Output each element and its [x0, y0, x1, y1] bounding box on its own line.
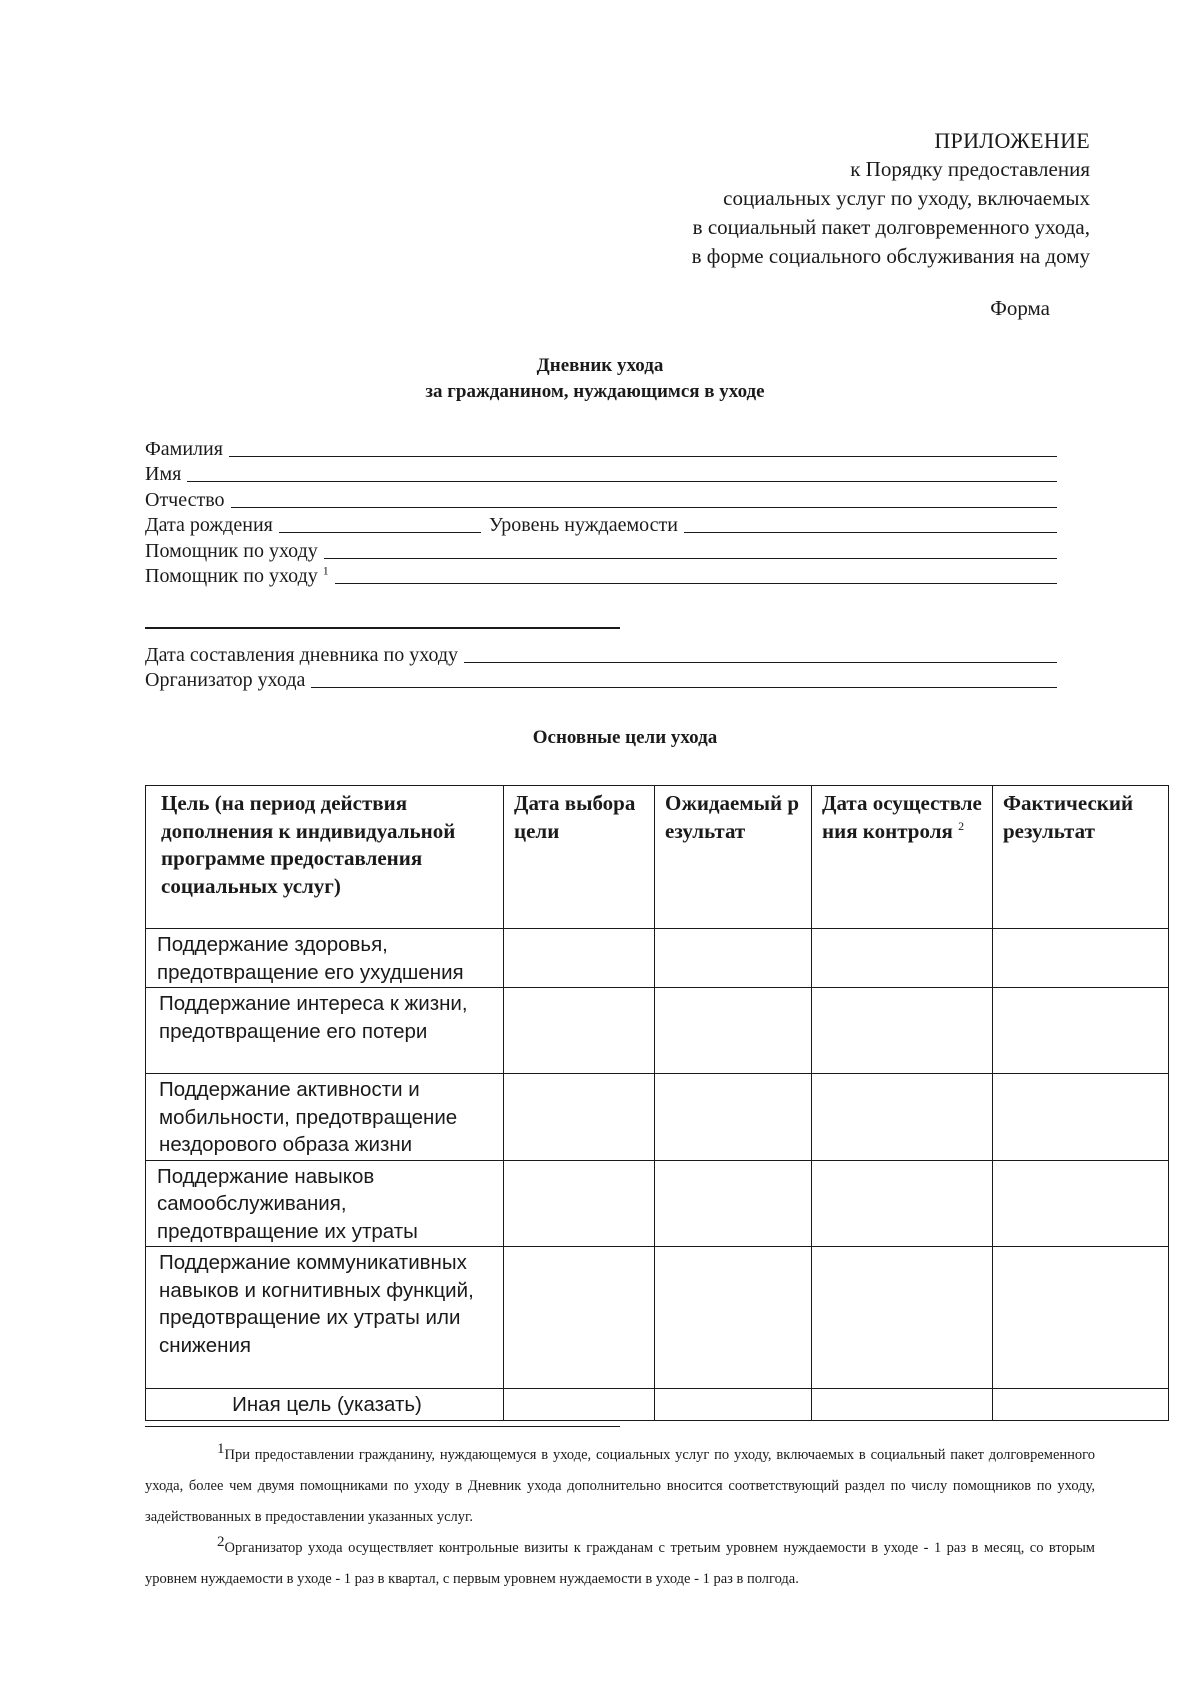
goals-table: [145, 785, 1169, 1421]
goal-cell: Поддержание активности и мобильности, предотвращение нездорового образа жизни: [146, 1074, 504, 1161]
selection-date-cell[interactable]: [504, 1389, 655, 1421]
table-row: [146, 1074, 1169, 1161]
goal-cell: Поддержание коммуникативных навыков и когнитивных функций, предотвращение их утраты или снижения: [146, 1247, 504, 1389]
table-header-row: [146, 786, 1169, 929]
footnote-ref: 2: [958, 818, 965, 833]
appendix-title: ПРИЛОЖЕНИЕ: [934, 128, 1090, 153]
appendix-header: [692, 126, 1090, 271]
need-level-blank-line[interactable]: [684, 514, 1057, 533]
appendix-line: в форме социального обслуживания на дому: [691, 244, 1090, 268]
appendix-line: в социальный пакет долговременного ухода,: [692, 215, 1090, 239]
field-label: Уровень нуждаемости: [488, 514, 678, 536]
control-date-cell[interactable]: [812, 1074, 993, 1161]
control-date-cell[interactable]: [812, 929, 993, 988]
footnote-ref: 1: [322, 563, 329, 578]
selection-date-cell[interactable]: [504, 929, 655, 988]
diary-date-blank-line[interactable]: [464, 644, 1057, 663]
footnotes: [145, 1440, 1095, 1595]
goal-cell: Поддержание интереса к жизни, предотвращение его потери: [146, 988, 504, 1074]
section-title: Основные цели ухода: [532, 727, 718, 748]
control-date-cell[interactable]: [812, 1247, 993, 1389]
header-expected-result: Ожидаемый результат: [655, 786, 812, 929]
footnote-mark: 1: [217, 1441, 225, 1458]
goal-cell: Поддержание навыков самообслуживания, предотвращение их утраты: [146, 1160, 504, 1247]
footnote-separator: [145, 1426, 620, 1427]
selection-date-cell[interactable]: [504, 988, 655, 1074]
field-label: Организатор ухода: [145, 669, 306, 691]
field-label-text: Помощник по уходу: [145, 565, 318, 587]
actual-result-cell[interactable]: [993, 1247, 1169, 1389]
table-row: [146, 929, 1169, 988]
footnote-mark: 2: [217, 1534, 225, 1551]
selection-date-cell[interactable]: [504, 1247, 655, 1389]
table-row: [146, 1389, 1169, 1421]
footnote: [145, 1440, 1095, 1533]
care-assistant-blank-line[interactable]: [324, 540, 1057, 559]
field-care-organizer: [145, 667, 1057, 693]
field-label: Помощник по уходу: [145, 539, 318, 562]
expected-result-cell[interactable]: [655, 988, 812, 1074]
table-row: [146, 1247, 1169, 1389]
expected-result-cell[interactable]: [655, 929, 812, 988]
actual-result-cell[interactable]: [993, 929, 1169, 988]
actual-result-cell[interactable]: [993, 1074, 1169, 1161]
goal-cell: Иная цель (указать): [146, 1389, 504, 1421]
field-label: Дата рождения: [145, 514, 273, 536]
separator-line: [145, 627, 620, 629]
appendix-line: к Порядку предоставления: [850, 157, 1090, 181]
control-date-cell[interactable]: [812, 1389, 993, 1421]
field-patronymic: [145, 486, 1057, 512]
form-label: Форма: [990, 296, 1050, 320]
field-label: Имя: [145, 463, 182, 485]
header-selection-date: Дата выбора цели: [504, 786, 655, 929]
surname-blank-line[interactable]: [229, 438, 1057, 457]
actual-result-cell[interactable]: [993, 988, 1169, 1074]
appendix-line: социальных услуг по уходу, включаемых: [723, 186, 1090, 210]
goal-cell: Поддержание здоровья, предотвращение его ухудшения: [146, 929, 504, 988]
selection-date-cell[interactable]: [504, 1074, 655, 1161]
control-date-cell[interactable]: [812, 988, 993, 1074]
field-birth-date: [145, 512, 1057, 538]
footnote-text: Организатор ухода осуществляет контрольные визиты к гражданам с третьим уровнем нуждаемости в уходе - 1 раз в месяц, со вторым уровнем нуждаемости в уходе - 1 раз в квартал, с первым уровнем нуждаемости в уходе - 1 раз в полгода.: [145, 1540, 1095, 1587]
field-label: [145, 565, 335, 588]
selection-date-cell[interactable]: [504, 1160, 655, 1247]
actual-result-cell[interactable]: [993, 1160, 1169, 1247]
table-row: [146, 1160, 1169, 1247]
header-control-date: [812, 786, 993, 929]
title-line-1: Дневник ухода: [536, 355, 664, 376]
field-label: Фамилия: [145, 437, 223, 460]
field-name: [145, 461, 1057, 487]
control-date-cell[interactable]: [812, 1160, 993, 1247]
care-assistant-2-blank-line[interactable]: [335, 565, 1057, 584]
actual-result-cell[interactable]: [993, 1389, 1169, 1421]
header-control-date-text: Дата осуществления контроля: [822, 791, 982, 843]
expected-result-cell[interactable]: [655, 1389, 812, 1421]
document-title: [0, 353, 1200, 405]
expected-result-cell[interactable]: [655, 1160, 812, 1247]
field-label: Дата составления дневника по уходу: [145, 643, 459, 666]
birth-date-blank-line[interactable]: [279, 514, 481, 533]
footnote-text: При предоставлении гражданину, нуждающемуся в уходе, социальных услуг по уходу, включаемых в социальный пакет долговременного ухода, более чем двумя помощниками по уходу в Дневник ухода дополнительно вносится соответствующий раздел по числу помощников по уходу, задействованных в предоставлении указанных услуг.: [145, 1447, 1095, 1525]
field-label: Отчество: [145, 488, 225, 511]
personal-fields: [145, 435, 1057, 588]
care-organizer-blank-line[interactable]: [311, 669, 1057, 688]
expected-result-cell[interactable]: [655, 1074, 812, 1161]
header-actual-result: Фактический результат: [993, 786, 1169, 929]
name-blank-line[interactable]: [187, 463, 1057, 482]
expected-result-cell[interactable]: [655, 1247, 812, 1389]
header-goal: Цель (на период действия дополнения к индивидуальной программе предоставления социальных услуг): [146, 786, 504, 929]
organizer-fields: [145, 641, 1057, 692]
table-row: [146, 988, 1169, 1074]
field-diary-date: [145, 641, 1057, 667]
field-care-assistant: [145, 537, 1057, 563]
patronymic-blank-line[interactable]: [231, 489, 1057, 508]
title-line-2: за гражданином, нуждающимся в уходе: [425, 381, 765, 402]
footnote: [145, 1533, 1095, 1595]
field-care-assistant-2: [145, 563, 1057, 589]
field-surname: [145, 435, 1057, 461]
